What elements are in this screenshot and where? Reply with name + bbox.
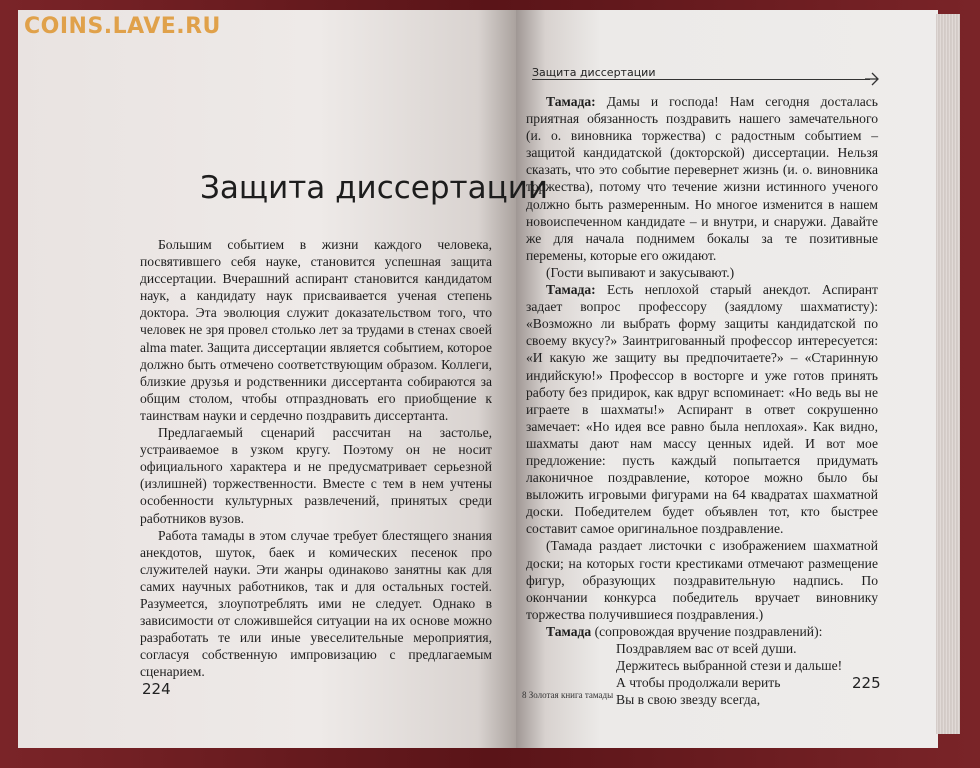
paragraph: Большим событием в жизни каждого человека, посвятившего себя науке, становится успешная защита диссертации. Вчерашний аспирант становится кандидатом наук, а кандидату наук присваивается ученая степень доктора. Эта эволюция служит доказательством того, что человек не зря провел столько лет за трудами в стенах своей alma mater. Защита диссертации является событием, которое должно быть отмечено соответствующим образом. Коллеги, близкие друзья и родственники диссертанта собираются за общим столом, чтобы отпраздновать его приобщение к таинствам науки и сердечно поздравить диссертанта.: [140, 237, 492, 423]
page-block-edges: [936, 14, 960, 734]
paragraph: Предлагаемый сценарий рассчитан на застолье, устраиваемое в узком кругу. Поэтому он не носит официального характера и не предусматривает серьезной (излишней) торжественности. Вместе с тем в нем учтены особенности культурных развлечений, принятых среди работников вузов.: [140, 425, 492, 526]
right-page-body: [526, 93, 878, 708]
dialogue-paragraph: [526, 623, 878, 640]
verse-line: А чтобы продолжали верить: [616, 675, 781, 691]
running-head-rule: [532, 79, 870, 80]
speaker-label: Тамада:: [546, 94, 596, 109]
running-head: Защита диссертации: [532, 66, 656, 79]
watermark: COINS.LAVE.RU: [24, 14, 221, 39]
chapter-title: Защита диссертации: [200, 170, 548, 206]
dialogue-paragraph: [526, 93, 878, 264]
imprint-footer: 8 Золотая книга тамады: [522, 690, 614, 700]
stage-direction: [526, 537, 878, 622]
stage-direction: [526, 264, 878, 281]
dialogue-text: Есть неплохой старый анекдот. Аспирант задает вопрос профессору (заядлому шахматисту): «Возможно ли выбрать форму защиты кандидатской по своему вкусу?» Заинтригованный профессор интересуется: «И какую же защиту вы предпочитаете?» – «Старинную индийскую!» Профессор в восторге и уже готов принять работу без придирок, как вдруг вспоминает: «Но ведь вы не играете в шахматы!» Аспирант в ответ сокрушенно замечает: «Но идея все равно была неплохая». Как видно, шахматы дают нам массу ценных идей. И вот мое предложение: пусть каждый попытается придумать лаконичное поздравление, которое можно было бы выложить игровыми фигурами на 64 квадратах шахматной доски. Победителем будет объявлен тот, кто быстрее составит самое оригинальное поздравление.: [526, 282, 878, 537]
verse-line: Держитесь выбранной стези и дальше!: [616, 658, 843, 674]
right-page-number: 225: [852, 674, 881, 692]
paragraph: Работа тамады в этом случае требует блестящего знания анекдотов, шуток, баек и комических песенок про служителей науки. Эти жанры одинаково занятны как для самих научных работников, так и для остальных гостей. Разумеется, злоупотреблять ими не следует. Однако в зависимости от сложившейся ситуации на их основе можно разработать те или иные увеселительные мероприятия, согласуя собственную импровизацию с предлагаемым сценарием.: [140, 527, 492, 680]
stage-direction-text: (Тамада раздает листочки с изображением шахматной доски; на которых гости крестиками отмечают размещение фигур, образующих поздравительную надпись. По окончании конкурса победитель вручает виновнику торжества получившиеся поздравления.): [526, 538, 878, 622]
dialogue-text: Дамы и господа! Нам сегодня досталась приятная обязанность поздравить нашего замечательного (и. о. виновника торжества) с радостным событием – защитой кандидатской (докторской) диссертации. Нельзя сказать, что это событие перевернет жизнь (и. о. виновника торжества), потому что течение жизни истинного ученого должно быть размеренным. Но многое изменится в нашем новоиспеченном кандидате – и внутри, и снаружи. Давайте же для начала поднимем бокалы за те позитивные перемены, которые его ожидают.: [526, 94, 878, 263]
speaker-label: Тамада:: [546, 282, 596, 298]
verse-line: Вы в свою звезду всегда,: [616, 692, 761, 708]
dialogue-text: (сопровождая вручение поздравлений):: [591, 623, 823, 639]
stage-direction-text: (Гости выпивают и закусывают.): [546, 264, 735, 280]
left-page-number: 224: [142, 680, 171, 698]
left-page-body: [140, 236, 492, 680]
arrow-icon: [864, 72, 880, 86]
dialogue-paragraph: [526, 281, 878, 537]
verse-line: Поздравляем вас от всей души.: [616, 641, 797, 656]
speaker-label: Тамада: [546, 623, 592, 639]
